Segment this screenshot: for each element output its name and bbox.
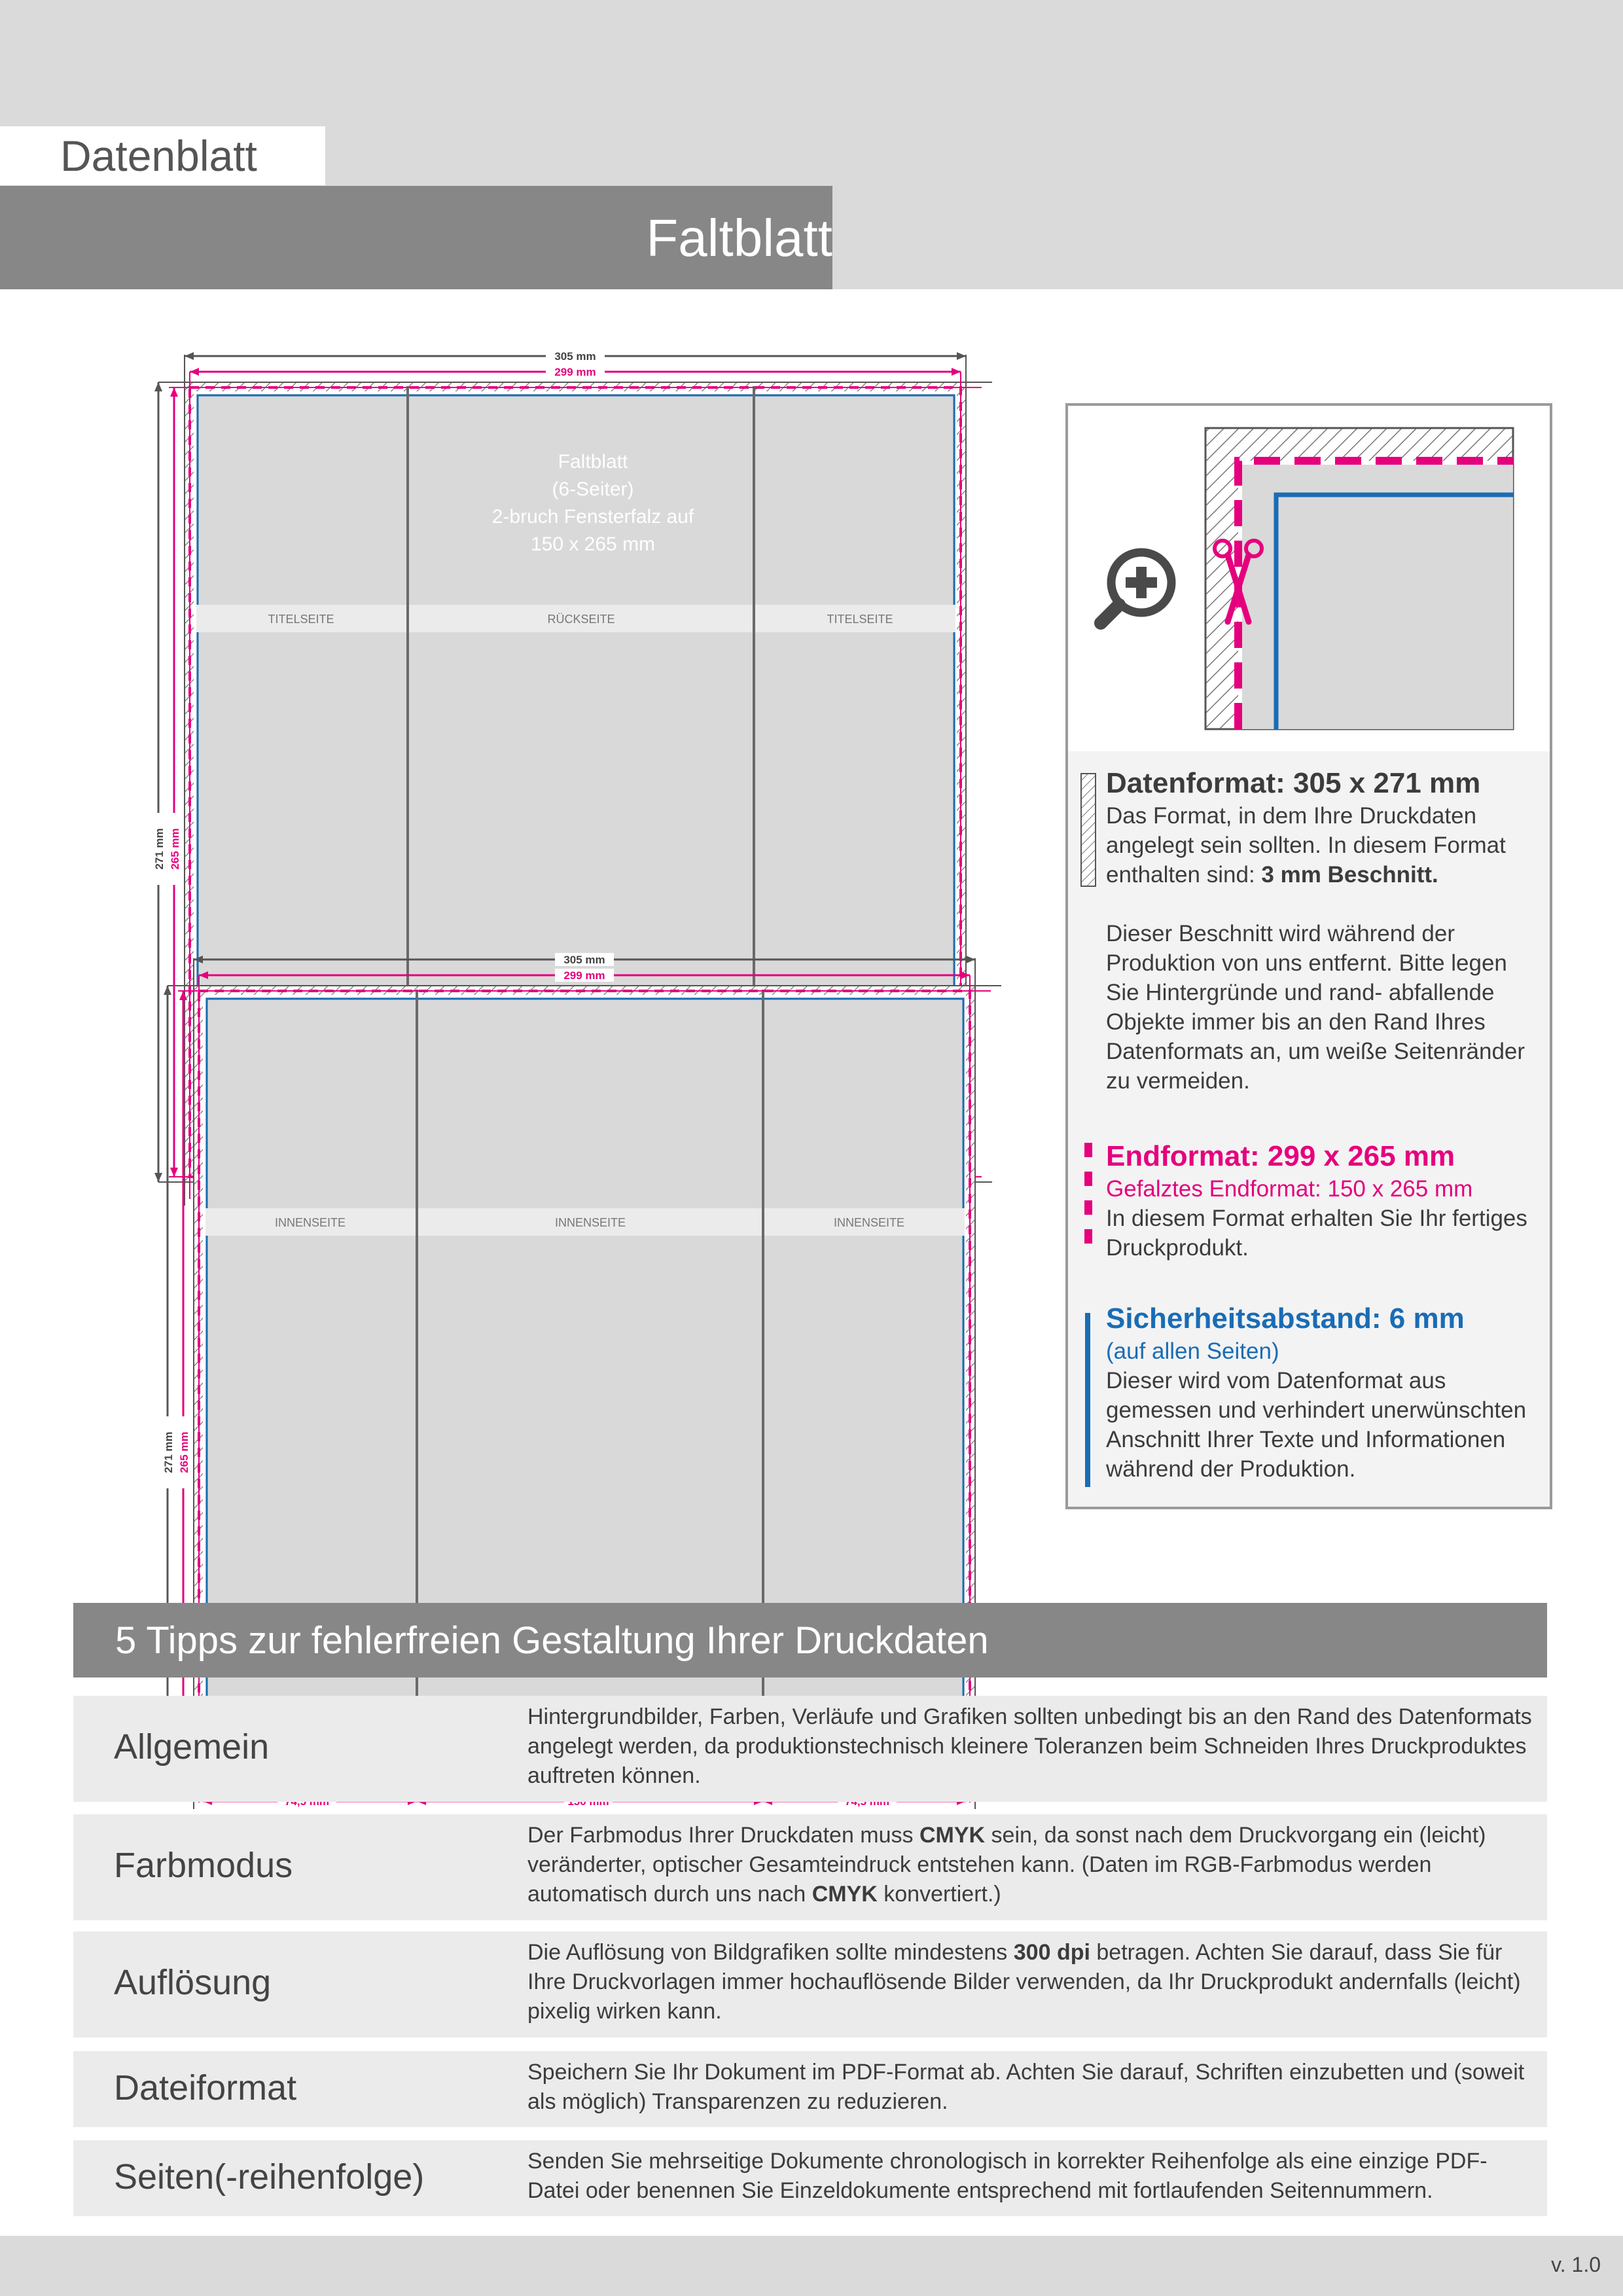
product-title-line: (6-Seiter) xyxy=(552,478,634,500)
dim-outer-height: 271 mm xyxy=(153,828,166,870)
tip-text-bold: CMYK xyxy=(812,1882,878,1907)
zoom-detail-illustration xyxy=(1068,406,1550,751)
dim-outer-width: 305 mm xyxy=(563,954,605,966)
dim-inner-height: 265 mm xyxy=(169,828,181,870)
product-title-line: 2-bruch Fensterfalz auf xyxy=(491,506,694,528)
panel-label: RÜCKSEITE xyxy=(547,613,615,626)
tip-text-bold: CMYK xyxy=(919,1823,986,1848)
tip-text-part: Der Farbmodus Ihrer Druckdaten muss xyxy=(527,1823,919,1848)
dim-inner-height: 265 mm xyxy=(178,1431,190,1473)
tip-row-seiten xyxy=(73,2140,1547,2216)
tip-label: Farbmodus xyxy=(114,1846,293,1885)
end-format-sub: Gefalztes Endformat: 150 x 265 mm xyxy=(1106,1176,1473,1202)
tip-text xyxy=(527,1821,1535,1909)
diagram-inside xyxy=(161,953,1001,1809)
safety-sub: (auf allen Seiten) xyxy=(1106,1338,1279,1364)
data-format-note: Dieser Beschnitt wird während der Produktion von uns entfernt. Bitte legen Sie Hintergründe und rand- abfallende Objekte immer bis an den Rand Ihres Datenformats an, um weiße Seitenränder zu vermeiden. xyxy=(1106,921,1525,1094)
data-format-marker xyxy=(1080,772,1097,888)
safety-section xyxy=(1106,1301,1538,1484)
footer-band xyxy=(0,2236,1623,2296)
panel-label: INNENSEITE xyxy=(274,1216,346,1229)
tip-text-part: betragen. Achten Sie darauf, dass Sie für Ihre Druckvorlagen immer hochauflösende Bilder verwenden, da Ihr Druckprodukt andernfalls (leicht) pixelig wirken kann. xyxy=(527,1940,1521,2024)
product-title-line: Faltblatt xyxy=(558,451,628,473)
end-format-heading: Endformat: 299 x 265 mm xyxy=(1106,1140,1455,1172)
data-format-bleed: 3 mm Beschnitt. xyxy=(1261,862,1438,888)
dim-inner-width: 299 mm xyxy=(563,969,605,982)
tip-row-aufloesung xyxy=(73,1931,1547,2037)
tip-label: Dateiformat xyxy=(114,2068,297,2108)
info-panel xyxy=(1065,403,1552,1509)
tip-row-farbmodus xyxy=(73,1814,1547,1920)
tip-label: Allgemein xyxy=(114,1727,270,1767)
version-label: v. 1.0 xyxy=(1551,2253,1601,2276)
panel-label: INNENSEITE xyxy=(554,1216,626,1229)
tip-text: Speichern Sie Ihr Dokument im PDF-Format ab. Achten Sie darauf, Schriften einzubetten und (soweit als möglich) Transparenzen zu reduzieren. xyxy=(527,2060,1525,2114)
zoom-in-icon xyxy=(1101,552,1171,623)
tip-text xyxy=(527,1938,1535,2026)
data-format-section xyxy=(1106,766,1538,1096)
panel-label: INNENSEITE xyxy=(833,1216,905,1229)
safety-text: Dieser wird vom Datenformat aus gemessen und verhindert unerwünschten Anschnitt Ihrer Texte und Informationen während der Produktion. xyxy=(1106,1368,1527,1482)
product-title-line: 150 x 265 mm xyxy=(530,533,656,555)
end-format-marker xyxy=(1084,1143,1093,1247)
data-format-text xyxy=(1106,801,1538,889)
panel-label: TITELSEITE xyxy=(827,613,893,626)
dim-inner-width: 299 mm xyxy=(554,366,596,378)
document-type-label: Datenblatt xyxy=(60,132,257,180)
safety-marker xyxy=(1085,1313,1090,1487)
tip-label: Seiten(-reihenfolge) xyxy=(114,2157,425,2197)
data-format-heading: Datenformat: 305 x 271 mm xyxy=(1106,767,1481,799)
dim-outer-width: 305 mm xyxy=(554,350,596,363)
tip-text-part: sein, da sonst nach dem Druckvorgang ein (leicht) veränderter, optischer Gesamteindruck entstehen kann. (Daten im RGB-Farbmodus werden automatisch durch uns nach xyxy=(527,1823,1486,1907)
page-title: Faltblatt xyxy=(646,209,832,267)
safety-heading: Sicherheitsabstand: 6 mm xyxy=(1106,1302,1465,1335)
panel-label: TITELSEITE xyxy=(268,613,334,626)
dim-outer-height: 271 mm xyxy=(162,1431,175,1473)
tip-text-part: konvertiert.) xyxy=(877,1882,1001,1907)
tip-label: Auflösung xyxy=(114,1963,272,2002)
data-format-desc: Das Format, in dem Ihre Druckdaten angelegt sein sollten. In diesem Format enthalten sind: xyxy=(1106,803,1506,888)
tip-text: Hintergrundbilder, Farben, Verläufe und Grafiken sollten unbedingt bis an den Rand des Datenformats angelegt werden, da produktionstechnisch kleinere Toleranzen beim Schneiden Ihres Druckproduktes auftreten können. xyxy=(527,1704,1532,1788)
end-format-text: In diesem Format erhalten Sie Ihr fertiges Druckprodukt. xyxy=(1106,1206,1527,1261)
tip-text-part: Die Auflösung von Bildgrafiken sollte mindestens xyxy=(527,1940,1014,1965)
tip-row-dateiformat xyxy=(73,2051,1547,2127)
tip-row-allgemein xyxy=(73,1696,1547,1802)
tips-title: 5 Tipps zur fehlerfreien Gestaltung Ihrer Druckdaten xyxy=(115,1619,989,1662)
end-format-section xyxy=(1106,1139,1538,1263)
tip-text-bold: 300 dpi xyxy=(1013,1940,1090,1965)
tip-text: Senden Sie mehrseitige Dokumente chronologisch in korrekter Reihenfolge als eine einzige PDF-Datei oder benennen Sie Einzeldokumente entsprechend mit fortlaufenden Seitennummern. xyxy=(527,2149,1488,2203)
